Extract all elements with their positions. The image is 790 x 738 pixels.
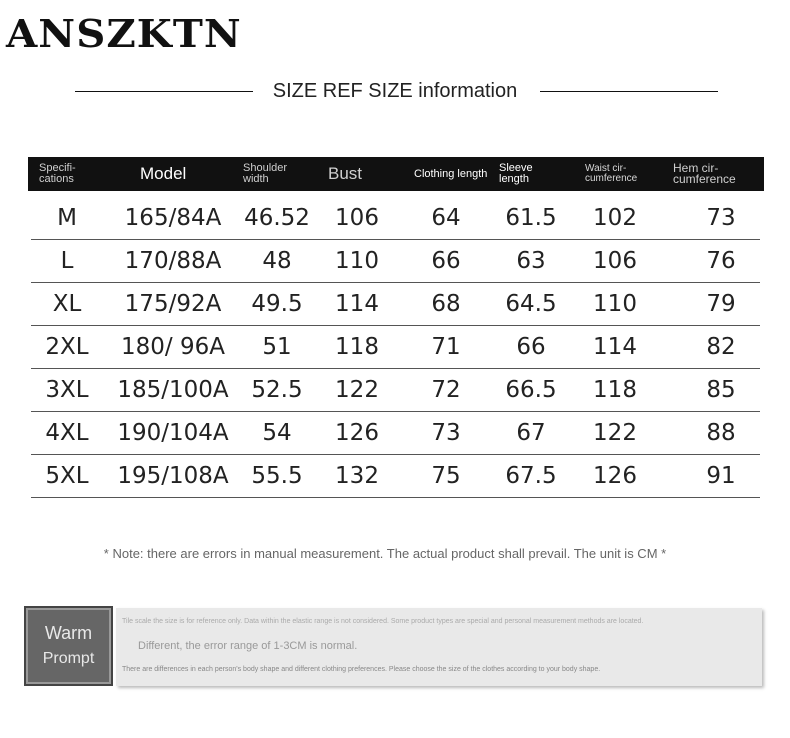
- cell-hem-circumference: 88: [706, 420, 736, 446]
- cell-sleeve-length: 66: [516, 334, 546, 360]
- cell-hem-circumference: 91: [706, 463, 736, 489]
- cell-clothing-length: 75: [431, 463, 461, 489]
- prompt-line-3: There are differences in each person's body shape and different clothing preferences. Please choose the size of the clothes according to your body shape.: [122, 666, 601, 673]
- cell-sleeve-length: 64.5: [505, 291, 557, 317]
- section-title: [0, 78, 790, 104]
- table-row: [31, 412, 760, 455]
- table-row: [31, 455, 760, 498]
- cell-clothing-length: 66: [431, 248, 461, 274]
- prompt-label: Prompt: [42, 650, 95, 667]
- cell-size: 5XL: [45, 463, 89, 489]
- cell-waist-circumference: 126: [593, 463, 637, 489]
- cell-hem-circumference: 73: [706, 205, 736, 231]
- cell-shoulder-width: 55.5: [251, 463, 303, 489]
- section-title-text: SIZE REF SIZE information: [272, 80, 518, 102]
- cell-clothing-length: 64: [431, 205, 461, 231]
- measurement-note: * Note: there are errors in manual measurement. The actual product shall prevail. The unit is CM *: [103, 546, 667, 561]
- warm-prompt-box: [116, 608, 762, 686]
- header-shoulder-width: Shoulder width: [243, 162, 288, 185]
- cell-clothing-length: 72: [431, 377, 461, 403]
- cell-waist-circumference: 118: [593, 377, 637, 403]
- cell-model: 185/100A: [117, 377, 229, 403]
- cell-size: 3XL: [45, 377, 89, 403]
- prompt-line-1: Tile scale the size is for reference only. Data within the elastic range is not considered. Some product types are special and personal measurement methods are located.: [122, 618, 644, 625]
- cell-sleeve-length: 67: [516, 420, 546, 446]
- brand-logo: ANSZKTN: [6, 11, 242, 56]
- warm-prompt-label: [24, 606, 113, 686]
- warm-label: Warm: [44, 623, 93, 643]
- cell-waist-circumference: 106: [593, 248, 637, 274]
- title-divider-right: [540, 91, 718, 92]
- cell-sleeve-length: 61.5: [505, 205, 557, 231]
- cell-waist-circumference: 102: [593, 205, 637, 231]
- cell-bust: 110: [335, 248, 379, 274]
- cell-model: 165/84A: [124, 205, 222, 231]
- cell-model: 180/ 96A: [121, 334, 225, 360]
- header-model: Model: [140, 164, 187, 183]
- cell-size: L: [60, 248, 74, 274]
- cell-model: 195/108A: [117, 463, 229, 489]
- header-hem-circumference: Hem cir- cumference: [673, 161, 736, 186]
- cell-waist-circumference: 122: [593, 420, 637, 446]
- cell-model: 175/92A: [124, 291, 222, 317]
- cell-clothing-length: 68: [431, 291, 461, 317]
- cell-hem-circumference: 79: [706, 291, 736, 317]
- cell-bust: 132: [335, 463, 379, 489]
- table-row: [31, 283, 760, 326]
- size-table-header: [28, 157, 764, 191]
- cell-bust: 114: [335, 291, 379, 317]
- header-waist-circumference: Waist cir- cumference: [585, 163, 638, 184]
- cell-hem-circumference: 82: [706, 334, 736, 360]
- cell-hem-circumference: 76: [706, 248, 736, 274]
- cell-sleeve-length: 67.5: [505, 463, 557, 489]
- cell-size: 2XL: [45, 334, 89, 360]
- size-table-body: [28, 197, 764, 498]
- cell-bust: 106: [335, 205, 379, 231]
- prompt-line-2: Different, the error range of 1-3CM is normal.: [138, 640, 358, 652]
- cell-sleeve-length: 63: [516, 248, 546, 274]
- header-clothing-length: Clothing length: [414, 168, 488, 180]
- cell-waist-circumference: 114: [593, 334, 637, 360]
- cell-size: 4XL: [45, 420, 89, 446]
- table-row: [31, 326, 760, 369]
- header-sleeve-length: Sleeve length: [499, 162, 533, 185]
- size-table: [28, 157, 764, 498]
- table-row: [31, 369, 760, 412]
- cell-model: 170/88A: [124, 248, 222, 274]
- cell-bust: 126: [335, 420, 379, 446]
- cell-size: XL: [52, 291, 82, 317]
- cell-clothing-length: 73: [431, 420, 461, 446]
- cell-bust: 122: [335, 377, 379, 403]
- table-row: [31, 240, 760, 283]
- cell-shoulder-width: 46.52: [244, 205, 310, 231]
- cell-waist-circumference: 110: [593, 291, 637, 317]
- cell-sleeve-length: 66.5: [505, 377, 557, 403]
- cell-model: 190/104A: [117, 420, 229, 446]
- cell-size: M: [57, 205, 77, 231]
- cell-hem-circumference: 85: [706, 377, 736, 403]
- cell-shoulder-width: 54: [262, 420, 292, 446]
- cell-shoulder-width: 51: [262, 334, 292, 360]
- header-specifications: Specifi- cations: [39, 162, 76, 185]
- table-row: [31, 197, 760, 240]
- cell-shoulder-width: 49.5: [251, 291, 303, 317]
- cell-shoulder-width: 48: [262, 248, 292, 274]
- header-bust: Bust: [328, 164, 363, 183]
- cell-shoulder-width: 52.5: [251, 377, 303, 403]
- cell-clothing-length: 71: [431, 334, 461, 360]
- cell-bust: 118: [335, 334, 379, 360]
